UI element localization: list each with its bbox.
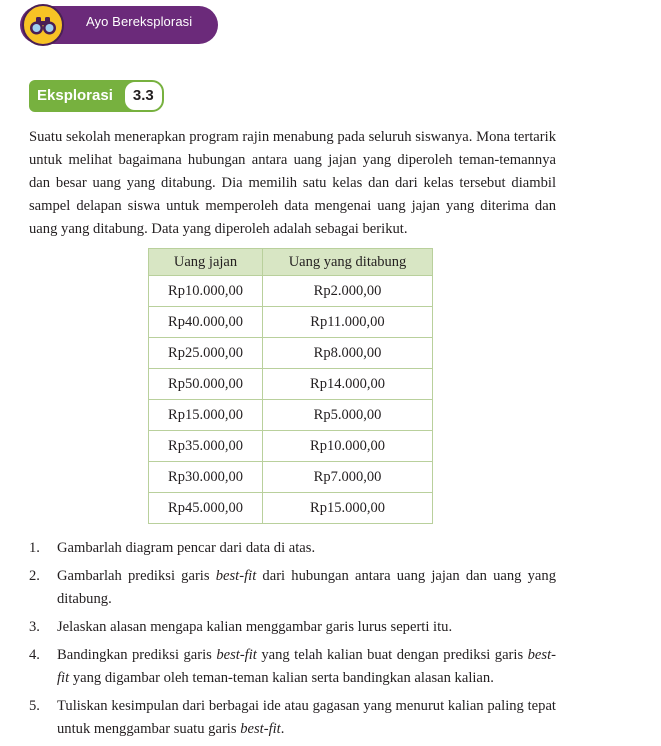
question-text: . [280, 721, 285, 737]
question-list [29, 537, 556, 746]
table-header-row [149, 249, 433, 276]
question-text: Bandingkan prediksi garis [57, 647, 217, 663]
question-text: Jelaskan alasan mengapa kalian menggambar garis lurus seperti itu. [57, 619, 453, 635]
exploration-number: 3.3 [123, 80, 164, 112]
exploration-badge [29, 80, 164, 112]
cell-uang-jajan: Rp25.000,00 [149, 338, 263, 369]
table-row [149, 431, 433, 462]
cell-uang-ditabung: Rp11.000,00 [263, 307, 433, 338]
question-text: Tuliskan kesimpulan dari berbagai ide atau gagasan yang menurut kalian paling tepat untuk menggambar suatu garis [57, 698, 556, 737]
exploration-label: Eksplorasi [29, 80, 141, 112]
cell-uang-ditabung: Rp8.000,00 [263, 338, 433, 369]
cell-uang-jajan: Rp45.000,00 [149, 493, 263, 524]
cell-uang-ditabung: Rp7.000,00 [263, 462, 433, 493]
question-term-italic: best-fit [240, 721, 281, 737]
cell-uang-jajan: Rp50.000,00 [149, 369, 263, 400]
cell-uang-ditabung: Rp2.000,00 [263, 276, 433, 307]
table-row [149, 400, 433, 431]
binoculars-icon [28, 14, 58, 36]
question-item [29, 644, 556, 690]
question-number: 5. [29, 698, 40, 714]
question-number: 2. [29, 568, 40, 584]
intro-paragraph: Suatu sekolah menerapkan program rajin menabung pada seluruh siswanya. Mona tertarik untuk melihat bagaimana hubungan antara uang jajan yang diperoleh teman-temannya dan besar uang yang ditabung. Dia memilih satu kelas dan dari kelas tersebut diambil sampel delapan siswa untuk memperoleh data mengenai uang jajan yang diterima dan uang yang ditabung. Data yang diperoleh adalah sebagai berikut. [29, 129, 556, 237]
table-row [149, 493, 433, 524]
section-header-badge [22, 4, 64, 46]
question-term-italic: best-fit [215, 568, 257, 584]
question-term-italic: best-fit [216, 647, 257, 663]
question-text: Gambarlah diagram pencar dari data di atas. [57, 540, 316, 556]
question-item [29, 695, 556, 741]
question-item [29, 565, 556, 611]
question-term-italic: best-fit [57, 647, 556, 686]
question-text: yang telah kalian buat dengan prediksi garis [256, 647, 528, 663]
table-row [149, 462, 433, 493]
table-row [149, 276, 433, 307]
cell-uang-jajan: Rp35.000,00 [149, 431, 263, 462]
cell-uang-jajan: Rp15.000,00 [149, 400, 263, 431]
table-row [149, 338, 433, 369]
cell-uang-ditabung: Rp14.000,00 [263, 369, 433, 400]
header-uang-ditabung: Uang yang ditabung [263, 249, 433, 276]
cell-uang-ditabung: Rp5.000,00 [263, 400, 433, 431]
question-text: Gambarlah prediksi garis [57, 568, 216, 584]
question-number: 1. [29, 540, 40, 556]
question-number: 3. [29, 619, 40, 635]
section-header-label: Ayo Bereksplorasi [86, 14, 193, 29]
question-item [29, 537, 556, 560]
table-row [149, 369, 433, 400]
question-text: yang digambar oleh teman-teman kalian serta bandingkan alasan kalian. [69, 670, 494, 686]
cell-uang-jajan: Rp10.000,00 [149, 276, 263, 307]
table-row [149, 307, 433, 338]
question-item [29, 616, 556, 639]
cell-uang-jajan: Rp30.000,00 [149, 462, 263, 493]
cell-uang-ditabung: Rp10.000,00 [263, 431, 433, 462]
header-uang-jajan: Uang jajan [149, 249, 263, 276]
data-table [148, 248, 433, 524]
cell-uang-ditabung: Rp15.000,00 [263, 493, 433, 524]
cell-uang-jajan: Rp40.000,00 [149, 307, 263, 338]
question-text: dari hubungan antara uang jajan dan uang yang ditabung. [57, 568, 556, 607]
question-number: 4. [29, 647, 40, 663]
